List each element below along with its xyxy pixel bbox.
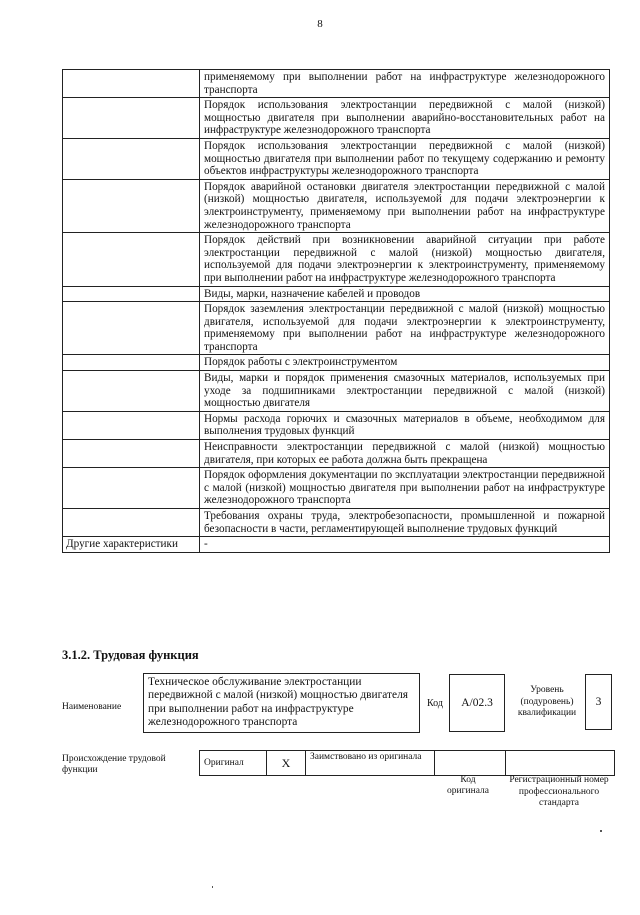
name-label: Наименование <box>62 702 122 712</box>
level-label: Уровень (подуровень) квалификации <box>517 685 577 718</box>
requirement-row <box>63 286 610 302</box>
row-label <box>63 179 200 232</box>
requirement-text: Порядок действий при возникновении аварийной ситуации при работе электростанции передвижной с малой (низкой) мощностью двигателя, используемой для подачи электроэнергии к электроинструменту, применяемому при выполнении работ на инфраструктуре железнодорожного транспорта <box>200 233 610 286</box>
origin-label: Происхождение трудовой функции <box>62 754 166 775</box>
row-label <box>63 98 200 139</box>
scan-speck <box>212 886 213 888</box>
reg-number-cell <box>506 751 615 776</box>
requirements-table <box>62 69 610 553</box>
requirement-text: Порядок аварийной остановки двигателя электростанции передвижной с малой (низкой) мощностью двигателя, используемой для подачи электроэнергии к электроинструменту, применяемому при выполнении работ на инфраструктуре железнодорожного транспорта <box>200 179 610 232</box>
level-field: 3 <box>585 674 612 730</box>
requirement-row <box>63 70 610 98</box>
requirement-row <box>63 371 610 412</box>
reg-caption: Регистрационный номер профессионального стандарта <box>509 775 609 808</box>
code-label: Код <box>427 698 443 709</box>
requirement-text: Порядок использования электростанции передвижной с малой (низкой) мощностью двигателя при выполнении аварийно-восстановительных работ на инфраструктуре железнодорожного транспорта <box>200 98 610 139</box>
scan-speck <box>600 830 602 832</box>
borrowed-label: Заимствовано из оригинала <box>306 751 435 776</box>
section-title: 3.1.2. Трудовая функция <box>62 648 199 662</box>
requirement-text: Виды, марки и порядок применения смазочных материалов, используемых при уходе за подшипниками электростанции передвижной с малой (низкой) мощностью двигателя <box>200 371 610 412</box>
row-label <box>63 302 200 355</box>
row-label <box>63 371 200 412</box>
requirement-row <box>63 355 610 371</box>
requirement-row <box>63 440 610 468</box>
requirement-text: Порядок заземления электростанции передвижной с малой (низкой) мощностью двигателя, используемой для подачи электроэнергии к электроинструменту, применяемому при выполнении работ на инфраструктуре железнодорожного транспорта <box>200 302 610 355</box>
requirement-text: Порядок оформления документации по эксплуатации электростанции передвижной с малой (низкой) мощностью двигателя при выполнении работ на инфраструктуре железнодорожного транспорта <box>200 468 610 509</box>
original-label: Оригинал <box>200 751 267 776</box>
original-code-cell <box>435 751 506 776</box>
row-label <box>63 509 200 537</box>
requirement-row <box>63 233 610 286</box>
requirement-text: Порядок работы с электроинструментом <box>200 355 610 371</box>
requirement-row <box>63 179 610 232</box>
requirement-row <box>63 411 610 439</box>
requirement-text: Порядок использования электростанции передвижной с малой (низкой) мощностью двигателя при выполнении работ по текущему содержанию и ремонту объектов инфраструктуры железнодорожного транспорта <box>200 138 610 179</box>
row-label <box>63 233 200 286</box>
original-mark: X <box>267 751 306 776</box>
requirement-row <box>63 98 610 139</box>
requirement-text: применяемому при выполнении работ на инфраструктуре железнодорожного транспорта <box>200 70 610 98</box>
requirement-text: Нормы расхода горючих и смазочных материалов в объеме, необходимом для выполнения трудовых функций <box>200 411 610 439</box>
row-label <box>63 138 200 179</box>
code-caption: Код оригинала <box>447 775 489 796</box>
code-field: A/02.3 <box>449 674 505 732</box>
page-number: 8 <box>317 18 323 30</box>
requirement-row <box>63 468 610 509</box>
row-label <box>63 468 200 509</box>
requirement-row <box>63 302 610 355</box>
requirement-row <box>63 537 610 553</box>
row-label: Другие характеристики <box>63 537 200 553</box>
row-label <box>63 440 200 468</box>
row-label <box>63 286 200 302</box>
origin-table <box>199 750 615 776</box>
row-label <box>63 70 200 98</box>
function-name-field: Техническое обслуживание электростанции передвижной с малой (низкой) мощностью двигателя при выполнении работ на инфраструктуре железнодорожного транспорта <box>143 673 420 733</box>
requirement-row <box>63 138 610 179</box>
requirement-text: Виды, марки, назначение кабелей и проводов <box>200 286 610 302</box>
row-label <box>63 411 200 439</box>
requirement-row <box>63 509 610 537</box>
requirement-text: Неисправности электростанции передвижной с малой (низкой) мощностью двигателя, при которых ее работа должна быть прекращена <box>200 440 610 468</box>
row-label <box>63 355 200 371</box>
requirement-text: - <box>200 537 610 553</box>
requirement-text: Требования охраны труда, электробезопасности, промышленной и пожарной безопасности в части, регламентирующей выполнение трудовых функций <box>200 509 610 537</box>
